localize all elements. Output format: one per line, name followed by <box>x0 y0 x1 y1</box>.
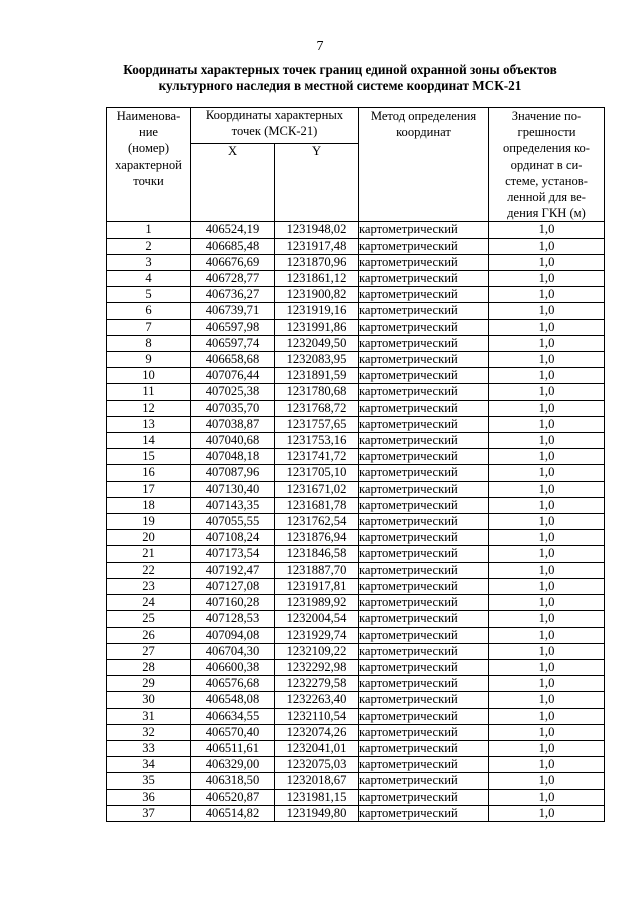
table-row <box>107 497 605 513</box>
error-cell: 1,0 <box>489 400 605 416</box>
point-number: 14 <box>107 433 191 449</box>
coord-x: 406736,27 <box>191 287 275 303</box>
coord-y: 1232279,58 <box>275 676 359 692</box>
table-row <box>107 611 605 627</box>
error-cell: 1,0 <box>489 449 605 465</box>
coord-y: 1232263,40 <box>275 692 359 708</box>
coord-y: 1231846,58 <box>275 546 359 562</box>
coord-x: 406318,50 <box>191 773 275 789</box>
point-number: 26 <box>107 627 191 643</box>
coord-y: 1231762,54 <box>275 514 359 530</box>
coord-y: 1232004,54 <box>275 611 359 627</box>
point-number: 34 <box>107 757 191 773</box>
coord-y: 1231705,10 <box>275 465 359 481</box>
point-number: 10 <box>107 368 191 384</box>
coord-x: 406676,69 <box>191 254 275 270</box>
coord-y: 1232292,98 <box>275 659 359 675</box>
coord-y: 1232041,01 <box>275 740 359 756</box>
error-cell: 1,0 <box>489 384 605 400</box>
error-cell: 1,0 <box>489 676 605 692</box>
method-cell: картометрический <box>359 449 489 465</box>
method-cell: картометрический <box>359 335 489 351</box>
table-row <box>107 562 605 578</box>
coord-y: 1231861,12 <box>275 271 359 287</box>
method-cell: картометрический <box>359 611 489 627</box>
error-cell: 1,0 <box>489 578 605 594</box>
table-row <box>107 238 605 254</box>
error-cell: 1,0 <box>489 773 605 789</box>
coordinates-table <box>106 107 605 822</box>
coord-x: 407038,87 <box>191 416 275 432</box>
coord-y: 1231919,16 <box>275 303 359 319</box>
table-row <box>107 384 605 400</box>
method-cell: картометрический <box>359 562 489 578</box>
error-cell: 1,0 <box>489 692 605 708</box>
point-number: 32 <box>107 724 191 740</box>
point-number: 7 <box>107 319 191 335</box>
point-number: 35 <box>107 773 191 789</box>
coord-y: 1232018,67 <box>275 773 359 789</box>
coord-x: 407173,54 <box>191 546 275 562</box>
coord-x: 406329,00 <box>191 757 275 773</box>
point-number: 9 <box>107 352 191 368</box>
table-row <box>107 692 605 708</box>
point-number: 36 <box>107 789 191 805</box>
coord-y: 1231948,02 <box>275 222 359 238</box>
coord-x: 407076,44 <box>191 368 275 384</box>
error-cell: 1,0 <box>489 481 605 497</box>
coord-x: 407040,68 <box>191 433 275 449</box>
table-row <box>107 595 605 611</box>
coord-y: 1231870,96 <box>275 254 359 270</box>
coord-x: 407143,35 <box>191 497 275 513</box>
point-number: 18 <box>107 497 191 513</box>
coord-y: 1231900,82 <box>275 287 359 303</box>
table-row <box>107 222 605 238</box>
method-cell: картометрический <box>359 465 489 481</box>
method-cell: картометрический <box>359 595 489 611</box>
coord-y: 1231981,15 <box>275 789 359 805</box>
table-row <box>107 643 605 659</box>
method-cell: картометрический <box>359 530 489 546</box>
table-row <box>107 287 605 303</box>
method-cell: картометрический <box>359 271 489 287</box>
title-line-2: культурного наследия в местной системе координат МСК-21 <box>158 78 522 93</box>
header-point-name: Наименова- ние (номер) характерной точки <box>107 108 191 222</box>
coord-y: 1231681,78 <box>275 497 359 513</box>
coord-y: 1231989,92 <box>275 595 359 611</box>
error-cell: 1,0 <box>489 611 605 627</box>
method-cell: картометрический <box>359 238 489 254</box>
point-number: 24 <box>107 595 191 611</box>
coord-y: 1231768,72 <box>275 400 359 416</box>
coord-y: 1231671,02 <box>275 481 359 497</box>
table-row <box>107 578 605 594</box>
method-cell: картометрический <box>359 578 489 594</box>
header-y: Y <box>275 143 359 222</box>
coord-x: 406704,30 <box>191 643 275 659</box>
error-cell: 1,0 <box>489 222 605 238</box>
title-line-1: Координаты характерных точек границ единой охранной зоны объектов <box>123 62 557 77</box>
point-number: 4 <box>107 271 191 287</box>
error-cell: 1,0 <box>489 433 605 449</box>
table-row <box>107 740 605 756</box>
point-number: 28 <box>107 659 191 675</box>
error-cell: 1,0 <box>489 757 605 773</box>
method-cell: картометрический <box>359 708 489 724</box>
coord-x: 406634,55 <box>191 708 275 724</box>
method-cell: картометрический <box>359 303 489 319</box>
method-cell: картометрический <box>359 805 489 821</box>
error-cell: 1,0 <box>489 643 605 659</box>
document-title <box>100 62 580 94</box>
error-cell: 1,0 <box>489 740 605 756</box>
coord-x: 406597,74 <box>191 335 275 351</box>
point-number: 17 <box>107 481 191 497</box>
error-cell: 1,0 <box>489 465 605 481</box>
table-row <box>107 676 605 692</box>
error-cell: 1,0 <box>489 659 605 675</box>
coord-y: 1231891,59 <box>275 368 359 384</box>
method-cell: картометрический <box>359 254 489 270</box>
coord-x: 406570,40 <box>191 724 275 740</box>
coord-y: 1232109,22 <box>275 643 359 659</box>
table-row <box>107 271 605 287</box>
error-cell: 1,0 <box>489 514 605 530</box>
method-cell: картометрический <box>359 627 489 643</box>
table-row <box>107 433 605 449</box>
method-cell: картометрический <box>359 676 489 692</box>
point-number: 8 <box>107 335 191 351</box>
point-number: 30 <box>107 692 191 708</box>
coord-x: 407048,18 <box>191 449 275 465</box>
point-number: 37 <box>107 805 191 821</box>
point-number: 3 <box>107 254 191 270</box>
coord-x: 406658,68 <box>191 352 275 368</box>
coord-x: 406597,98 <box>191 319 275 335</box>
method-cell: картометрический <box>359 740 489 756</box>
point-number: 25 <box>107 611 191 627</box>
table-body <box>107 222 605 822</box>
error-cell: 1,0 <box>489 724 605 740</box>
method-cell: картометрический <box>359 319 489 335</box>
point-number: 20 <box>107 530 191 546</box>
table-row <box>107 319 605 335</box>
error-cell: 1,0 <box>489 416 605 432</box>
coord-x: 406600,38 <box>191 659 275 675</box>
coord-y: 1231917,81 <box>275 578 359 594</box>
table-row <box>107 465 605 481</box>
error-cell: 1,0 <box>489 319 605 335</box>
table-row <box>107 659 605 675</box>
point-number: 16 <box>107 465 191 481</box>
coord-x: 406728,77 <box>191 271 275 287</box>
coord-y: 1231741,72 <box>275 449 359 465</box>
table-row <box>107 335 605 351</box>
coord-x: 407094,08 <box>191 627 275 643</box>
error-cell: 1,0 <box>489 238 605 254</box>
method-cell: картометрический <box>359 724 489 740</box>
method-cell: картометрический <box>359 352 489 368</box>
table-row <box>107 773 605 789</box>
error-cell: 1,0 <box>489 805 605 821</box>
method-cell: картометрический <box>359 400 489 416</box>
coord-y: 1232083,95 <box>275 352 359 368</box>
error-cell: 1,0 <box>489 530 605 546</box>
error-cell: 1,0 <box>489 287 605 303</box>
coord-y: 1232075,03 <box>275 757 359 773</box>
table-row <box>107 352 605 368</box>
method-cell: картометрический <box>359 514 489 530</box>
point-number: 22 <box>107 562 191 578</box>
table-row <box>107 805 605 821</box>
coord-x: 407087,96 <box>191 465 275 481</box>
coord-x: 407055,55 <box>191 514 275 530</box>
point-number: 15 <box>107 449 191 465</box>
method-cell: картометрический <box>359 481 489 497</box>
method-cell: картометрический <box>359 287 489 303</box>
method-cell: картометрический <box>359 659 489 675</box>
coord-x: 407127,08 <box>191 578 275 594</box>
coord-y: 1231876,94 <box>275 530 359 546</box>
error-cell: 1,0 <box>489 708 605 724</box>
header-method: Метод определения координат <box>359 108 489 222</box>
error-cell: 1,0 <box>489 335 605 351</box>
coord-x: 406514,82 <box>191 805 275 821</box>
table-row <box>107 627 605 643</box>
error-cell: 1,0 <box>489 546 605 562</box>
coord-y: 1232049,50 <box>275 335 359 351</box>
method-cell: картометрический <box>359 416 489 432</box>
method-cell: картометрический <box>359 643 489 659</box>
method-cell: картометрический <box>359 757 489 773</box>
coord-y: 1231917,48 <box>275 238 359 254</box>
coord-x: 406511,61 <box>191 740 275 756</box>
method-cell: картометрический <box>359 222 489 238</box>
error-cell: 1,0 <box>489 562 605 578</box>
point-number: 29 <box>107 676 191 692</box>
table-row <box>107 546 605 562</box>
point-number: 19 <box>107 514 191 530</box>
method-cell: картометрический <box>359 789 489 805</box>
point-number: 23 <box>107 578 191 594</box>
page-number: 7 <box>316 39 324 54</box>
point-number: 33 <box>107 740 191 756</box>
table-row <box>107 481 605 497</box>
method-cell: картометрический <box>359 384 489 400</box>
table-row <box>107 514 605 530</box>
table-row <box>107 449 605 465</box>
coord-x: 406685,48 <box>191 238 275 254</box>
point-number: 27 <box>107 643 191 659</box>
coord-x: 406548,08 <box>191 692 275 708</box>
error-cell: 1,0 <box>489 352 605 368</box>
table-row <box>107 708 605 724</box>
table-row <box>107 303 605 319</box>
coord-x: 406576,68 <box>191 676 275 692</box>
coord-x: 406739,71 <box>191 303 275 319</box>
coord-x: 407035,70 <box>191 400 275 416</box>
method-cell: картометрический <box>359 546 489 562</box>
point-number: 31 <box>107 708 191 724</box>
point-number: 11 <box>107 384 191 400</box>
coord-y: 1231757,65 <box>275 416 359 432</box>
method-cell: картометрический <box>359 773 489 789</box>
header-error-value: Значение по- грешности определения ко- ординат в си- стеме, установ- ленной для ве- дения ГКН (м) <box>489 108 605 222</box>
error-cell: 1,0 <box>489 627 605 643</box>
point-number: 2 <box>107 238 191 254</box>
coord-x: 407128,53 <box>191 611 275 627</box>
coord-x: 407130,40 <box>191 481 275 497</box>
error-cell: 1,0 <box>489 271 605 287</box>
coord-y: 1231991,86 <box>275 319 359 335</box>
error-cell: 1,0 <box>489 497 605 513</box>
point-number: 21 <box>107 546 191 562</box>
coord-x: 407025,38 <box>191 384 275 400</box>
coord-y: 1231949,80 <box>275 805 359 821</box>
error-cell: 1,0 <box>489 368 605 384</box>
table-row <box>107 254 605 270</box>
error-cell: 1,0 <box>489 254 605 270</box>
coord-y: 1232074,26 <box>275 724 359 740</box>
coord-y: 1232110,54 <box>275 708 359 724</box>
coord-y: 1231887,70 <box>275 562 359 578</box>
table-row <box>107 530 605 546</box>
table-row <box>107 400 605 416</box>
method-cell: картометрический <box>359 368 489 384</box>
point-number: 13 <box>107 416 191 432</box>
method-cell: картометрический <box>359 433 489 449</box>
coord-y: 1231753,16 <box>275 433 359 449</box>
header-x: X <box>191 143 275 222</box>
error-cell: 1,0 <box>489 789 605 805</box>
error-cell: 1,0 <box>489 595 605 611</box>
coord-x: 407192,47 <box>191 562 275 578</box>
table-row <box>107 757 605 773</box>
coord-y: 1231780,68 <box>275 384 359 400</box>
coord-x: 407108,24 <box>191 530 275 546</box>
point-number: 6 <box>107 303 191 319</box>
coord-x: 406520,87 <box>191 789 275 805</box>
table-row <box>107 416 605 432</box>
table-row <box>107 789 605 805</box>
coord-x: 406524,19 <box>191 222 275 238</box>
header-coordinates: Координаты характерных точек (МСК-21) <box>191 108 359 144</box>
point-number: 12 <box>107 400 191 416</box>
method-cell: картометрический <box>359 692 489 708</box>
point-number: 5 <box>107 287 191 303</box>
point-number: 1 <box>107 222 191 238</box>
error-cell: 1,0 <box>489 303 605 319</box>
method-cell: картометрический <box>359 497 489 513</box>
coord-x: 407160,28 <box>191 595 275 611</box>
coord-y: 1231929,74 <box>275 627 359 643</box>
table-row <box>107 368 605 384</box>
table-row <box>107 724 605 740</box>
